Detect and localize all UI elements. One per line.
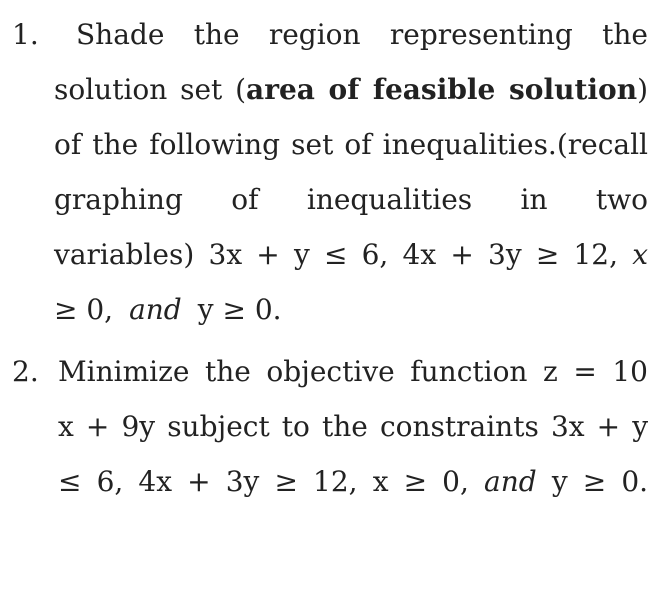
problem-1-text: solution set ( xyxy=(54,73,247,106)
problem-1-text: of the following set of inequalities.(recall xyxy=(54,128,648,161)
problem-1-line-2 xyxy=(0,70,660,110)
conjunction: and xyxy=(129,293,182,326)
math-objective: z = 10 xyxy=(543,355,648,388)
math-constraint: y ≥ 0. xyxy=(551,465,649,498)
problem-2-text: subject to the constraints xyxy=(167,410,539,443)
problem-1-line-3 xyxy=(0,125,660,165)
problem-2-line-1 xyxy=(0,352,660,392)
math-inequality: 4x + 3y ≥ 12, xyxy=(402,238,619,271)
problem-2-line-2 xyxy=(0,407,660,447)
math-variable: x xyxy=(632,238,649,271)
math-constraint: 3x + y xyxy=(550,410,649,443)
problem-1-line-6 xyxy=(0,290,660,330)
problem-1-text: Shade the region representing the xyxy=(76,18,648,51)
math-inequality: ≥ 0, xyxy=(54,293,114,326)
math-inequality: 3x + y ≤ 6, xyxy=(208,238,389,271)
problem-1-text: ) xyxy=(637,73,648,106)
problem-1-text: graphing of inequalities in two xyxy=(54,183,648,216)
problem-2-line-3 xyxy=(0,462,660,502)
problem-1-line-5 xyxy=(0,235,660,275)
problem-1-line-4 xyxy=(0,180,660,220)
problem-1-line-1 xyxy=(0,15,660,55)
problem-1-text: variables) xyxy=(54,238,195,271)
conjunction: and xyxy=(484,465,537,498)
math-constraint: x ≥ 0, xyxy=(372,465,469,498)
math-constraint: 4x + 3y ≥ 12, xyxy=(138,465,358,498)
problem-2-text: Minimize the objective function xyxy=(58,355,528,388)
math-constraint: ≤ 6, xyxy=(58,465,124,498)
math-objective: x + 9y xyxy=(58,410,156,443)
problem-2-number: 2. xyxy=(12,355,39,388)
problem-1-number: 1. xyxy=(12,18,39,51)
math-inequality: y ≥ 0. xyxy=(197,293,282,326)
problem-1-bold-phrase: area of feasible solution xyxy=(246,73,638,106)
